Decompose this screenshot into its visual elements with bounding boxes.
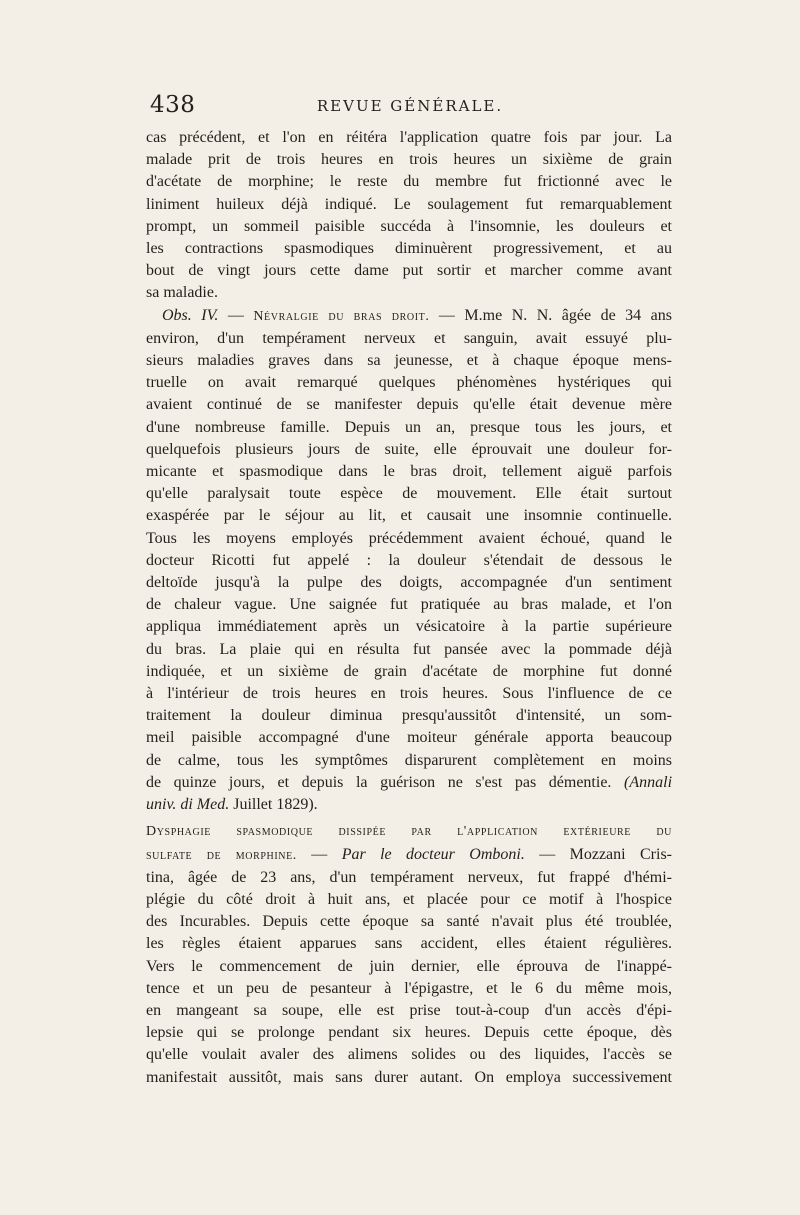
text-line-with-citation <box>146 772 672 794</box>
citation-line <box>146 794 672 816</box>
text-line: en mangeant sa soupe, elle est prise tout-à-coup d'un accès d'épi- <box>146 1001 672 1019</box>
text-line: sa maladie. <box>146 284 218 302</box>
observation-heading-line <box>146 305 672 328</box>
text-line: du bras. La plaie qui en résulta fut pansée avec la pommade déjà <box>146 640 672 658</box>
text-line: les règles étaient apparues sans accident, elles étaient régulières. <box>146 935 672 953</box>
text-line: Vers le commencement de juin dernier, elle éprouva de l'inappé- <box>146 957 672 975</box>
text-line: exaspérée par le séjour au lit, et causait une insomnie continuelle. <box>146 507 672 525</box>
text-fragment: — Mozzani Cris- <box>524 845 672 863</box>
page-number: 438 <box>150 92 196 118</box>
text-line: quelquefois plusieurs jours de suite, elle éprouvait une douleur for- <box>146 440 672 458</box>
text-line: de calme, tous les symptômes disparurent complètement en moins <box>146 751 672 769</box>
text-fragment: — M.me N. N. âgée de 34 ans <box>429 306 672 324</box>
text-line: d'acétate de morphine; le reste du membre fut frictionné avec le <box>146 173 672 191</box>
citation-journal: univ. di Med. <box>146 796 230 814</box>
observation-title: Névralgie du bras droit. <box>253 308 430 324</box>
text-line: les contractions spasmodiques diminuèrent progressivement, et au <box>146 240 672 258</box>
citation-date: Juillet 1829). <box>229 796 318 814</box>
text-line: sieurs maladies graves dans sa jeunesse, et à chaque époque mens- <box>146 352 672 370</box>
text-line: micante et spasmodique dans le bras droit, tellement aiguë parfois <box>146 463 672 481</box>
body-text <box>146 127 672 1089</box>
observation-label: Obs. IV. <box>162 306 219 324</box>
citation-start: (Annali <box>624 773 672 791</box>
text-line: plégie du côté droit à huit ans, et placée pour ce motif à l'hospice <box>146 890 672 908</box>
page-header <box>150 92 670 122</box>
heading-dash: — <box>296 845 342 863</box>
text-line: liniment huileux déjà indiqué. Le soulagement fut remarquablement <box>146 195 672 213</box>
text-line: tina, âgée de 23 ans, d'un tempérament nerveux, fut frappé d'hémi- <box>146 868 672 886</box>
running-head: REVUE GÉNÉRALE. <box>316 97 504 115</box>
text-line: deltoïde jusqu'à la pulpe des doigts, accompagnée d'un sentiment <box>146 574 672 592</box>
text-line: lepsie qui se prolonge pendant six heures. Depuis cette époque, dès <box>146 1024 672 1042</box>
text-line: appliqua immédiatement après un vésicatoire à la partie supérieure <box>146 618 672 636</box>
text-line: prompt, un sommeil paisible succéda à l'insomnie, les douleurs et <box>146 217 672 235</box>
text-line: Tous les moyens employés précédemment avaient échoué, quand le <box>146 529 672 547</box>
author: Par le docteur Omboni. <box>341 845 525 863</box>
text-line: meil paisible accompagné d'une moiteur générale apporta beaucoup <box>146 729 672 747</box>
text-line: d'une nombreuse famille. Depuis un an, presque tous les jours, et <box>146 418 672 436</box>
section-title-end: sulfate de morphine. <box>146 847 297 863</box>
text-line: de chaleur vague. Une saignée fut pratiquée au bras malade, et l'on <box>146 596 672 614</box>
text-line: tence et un peu de pesanteur à l'épigastre, et le 6 du même mois, <box>146 979 672 997</box>
text-line: des Incurables. Depuis cette époque sa santé n'avait plus été troublée, <box>146 913 672 931</box>
text-line: docteur Ricotti fut appelé : la douleur s'étendait de dessous le <box>146 551 672 569</box>
heading-dash: — <box>218 306 254 324</box>
text-line: bout de vingt jours cette dame put sortir et marcher comme avant <box>146 262 672 280</box>
text-line: traitement la douleur diminua presqu'aussitôt d'intensité, un som- <box>146 707 672 725</box>
text-line: avaient continué de se manifester depuis qu'elle était devenue mère <box>146 396 672 414</box>
text-line: malade prit de trois heures en trois heures un sixième de grain <box>146 151 672 169</box>
text-line: indiquée, et un sixième de grain d'acétate de morphine fut donné <box>146 662 672 680</box>
text-line: cas précédent, et l'on en réitéra l'application quatre fois par jour. La <box>146 129 672 146</box>
text-line: environ, d'un tempérament nerveux et sanguin, avait essuyé plu- <box>146 329 672 347</box>
text-line: truelle on avait remarqué quelques phénomènes hystériques qui <box>146 374 672 392</box>
section-title-line: Dysphagie spasmodique dissipée par l'application extérieure du <box>146 824 672 840</box>
section-title-line <box>146 844 672 867</box>
text-line: qu'elle paralysait toute espèce de mouvement. Elle était surtout <box>146 485 672 503</box>
text-line: à l'intérieur de trois heures en trois heures. Sous l'influence de ce <box>146 685 672 703</box>
text-fragment: de quinze jours, et depuis la guérison ne s'est pas démentie. <box>146 773 612 791</box>
text-line: manifestait aussitôt, mais sans durer autant. On employa successivement <box>146 1068 672 1086</box>
text-line: qu'elle voulait avaler des alimens solides ou des liquides, l'accès se <box>146 1046 672 1064</box>
